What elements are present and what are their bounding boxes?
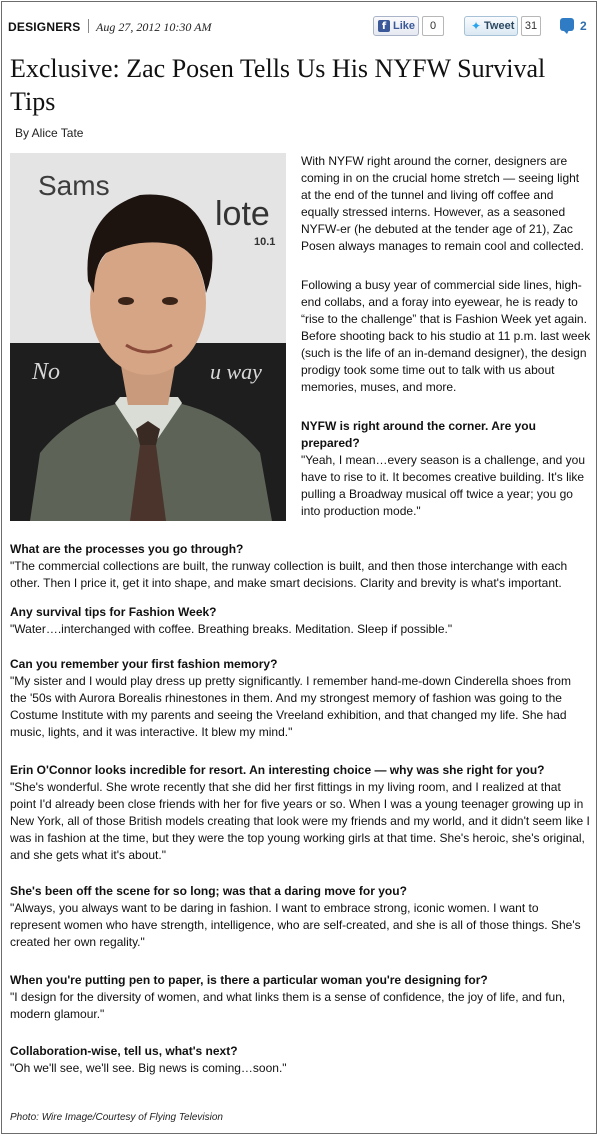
qa-item xyxy=(10,972,590,1023)
backdrop-text-mid: lote xyxy=(215,195,270,233)
publish-date: Aug 27, 2012 10:30 AM xyxy=(96,20,212,34)
backdrop-text-top: Sams xyxy=(38,170,110,201)
qa-answer: "My sister and I would play dress up pretty significantly. I remember hand-me-down Cinderella shoes from the '50s with Aurora Borealis rhinestones in them. And my strongest memory of fashion was going to the Costume Institute with my parents and seeing the Vreeland exhibition, and that changed my life. She had music, lights, and it was interactive. It blew my mind." xyxy=(10,674,571,739)
comment-count[interactable]: 2 xyxy=(580,19,587,33)
article-meta-bar xyxy=(8,16,592,42)
byline[interactable]: By Alice Tate xyxy=(15,126,84,140)
twitter-bird-icon: ✦ xyxy=(470,19,482,33)
backdrop-text-small: 10.1 xyxy=(254,236,276,248)
qa-question: When you're putting pen to paper, is there a particular woman you're designing for? xyxy=(10,973,488,987)
photo-credit: Photo: Wire Image/Courtesy of Flying Television xyxy=(10,1112,223,1123)
qa-question: She's been off the scene for so long; was that a daring move for you? xyxy=(10,884,407,898)
qa-item xyxy=(301,418,591,520)
intro-paragraph-1: With NYFW right around the corner, designers are coming in on the crucial home stretch — seeing light at the end of the tunnel and living off coffee and equally stressed interns. However, as a seasoned NYFW-er (he debuted at the tender age of 21), Zac Posen always manages to remain cool and collected. xyxy=(301,154,584,253)
section-label[interactable]: DESIGNERS xyxy=(8,20,81,34)
portrait-illustration xyxy=(10,153,286,521)
qa-answer: "Always, you always want to be daring in fashion. I want to embrace strong, iconic women. I want to represent women who have strength, intelligence, who are self-created, and she is all of those things. She's created her own regality." xyxy=(10,901,581,949)
qa-question: Any survival tips for Fashion Week? xyxy=(10,605,217,619)
qa-question: NYFW is right around the corner. Are you prepared? xyxy=(301,419,536,450)
meta-divider xyxy=(88,19,89,33)
comment-bubble-icon[interactable] xyxy=(560,18,574,31)
facebook-icon: f xyxy=(378,20,390,32)
qa-item xyxy=(10,762,590,864)
tweet-button[interactable] xyxy=(464,16,518,36)
tweet-count: 31 xyxy=(521,16,541,36)
qa-item xyxy=(10,656,590,741)
article-photo xyxy=(10,153,286,521)
intro-paragraph-2: Following a busy year of commercial side lines, high-end collabs, and a foray into eyewear, he is ready to “rise to the challenge” that is Fashion Week yet again. Before shooting back to his studio at 11 p.m. last week (such is the life of an in-demand designer), the design prodigy took some time out to talk with us about memories, muses, and more. xyxy=(301,278,591,394)
backdrop-text-left: No xyxy=(32,359,61,385)
facebook-like-label: Like xyxy=(393,20,416,32)
qa-item xyxy=(10,1043,590,1077)
qa-answer: "I design for the diversity of women, and what links them is a sense of confidence, the joy of life, and fun, modern glamour." xyxy=(10,990,566,1021)
qa-question: Can you remember your first fashion memory? xyxy=(10,657,278,671)
article-title: Exclusive: Zac Posen Tells Us His NYFW Survival Tips xyxy=(10,54,546,116)
qa-answer: "Water….interchanged with coffee. Breathing breaks. Meditation. Sleep if possible." xyxy=(10,622,453,636)
qa-item xyxy=(10,604,590,638)
qa-item xyxy=(10,541,590,592)
qa-question: Erin O'Connor looks incredible for resort. An interesting choice — why was she right for you? xyxy=(10,763,545,777)
qa-item xyxy=(10,883,590,951)
facebook-like-button[interactable] xyxy=(373,16,419,36)
facebook-like-count: 0 xyxy=(422,16,444,36)
qa-question: Collaboration-wise, tell us, what's next? xyxy=(10,1044,238,1058)
qa-question: What are the processes you go through? xyxy=(10,542,244,556)
qa-answer: "The commercial collections are built, the runway collection is built, and then those interchange with each other. Then I price it, get it into shape, and make smart decisions. Clarity and brevity is what's important. xyxy=(10,559,568,590)
qa-answer: "She's wonderful. She wrote recently that she did her first fittings in my living room, and I realized at that point I'd already been close friends with her for five years or so. When I was a young teenager growing up in New York, all of those British models creating that look were my friends and my world, and it didn't seem like I was in fashion at the time, but they were the top young working girls at that time. She's heroic, she's original, and she gets what it's about." xyxy=(10,780,590,862)
tweet-label: Tweet xyxy=(484,20,515,32)
qa-answer: "Oh we'll see, we'll see. Big news is coming…soon." xyxy=(10,1061,287,1075)
qa-answer: "Yeah, I mean…every season is a challenge, and you have to rise to it. It becomes creative building. It's like pulling a Broadway musical off twice a year; you go into production mode." xyxy=(301,453,585,518)
backdrop-text-right: u way xyxy=(210,359,262,384)
